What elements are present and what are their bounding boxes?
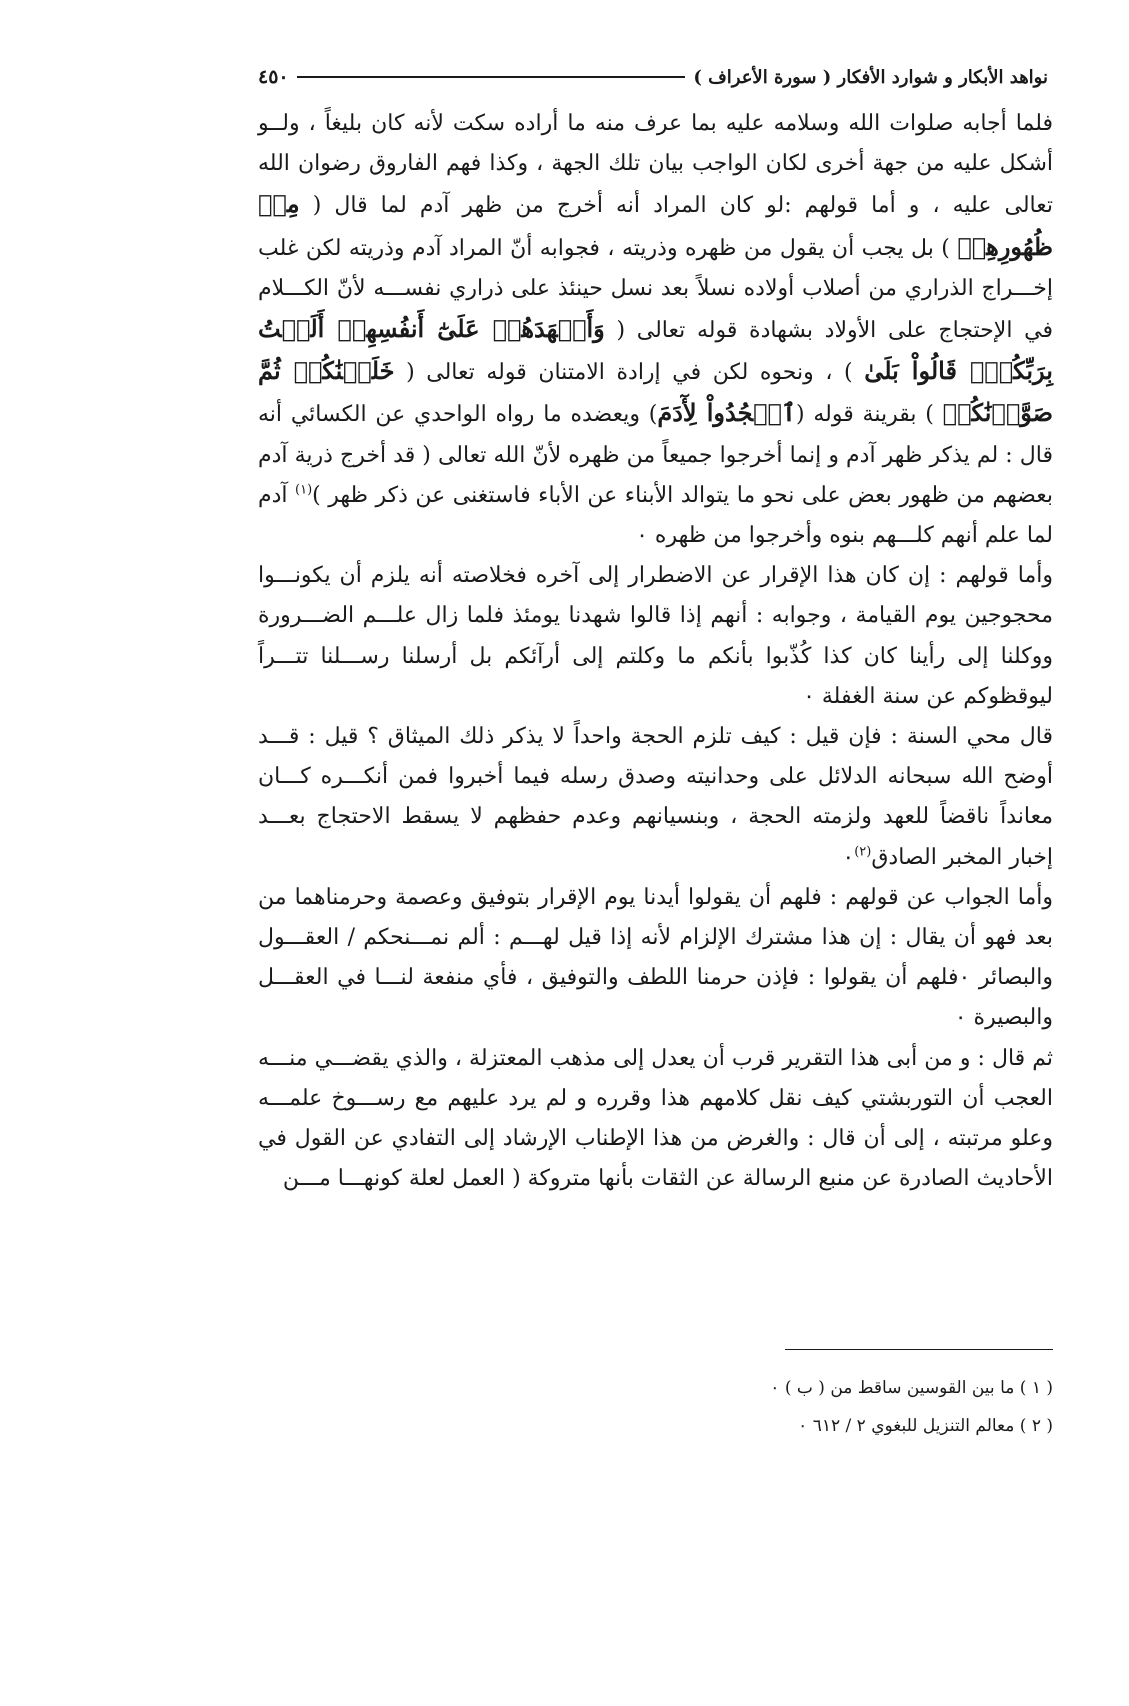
footnote-marker: (١) <box>295 482 313 498</box>
quran-verse: وَأَشۡهَدَهُمۡ عَلَىٰٓ أَنفُسِهِمۡ أَلَسۡتُ بِرَبِّكُمۡۖ قَالُواْ بَلَىٰ <box>258 314 1053 386</box>
text-run: ثم قال : و من أبى هذا التقرير قرب أن يعدل إلى مذهب المعتزلة ، والذي يقضـــي منـــه العجب أن التوربشتي كيف نقل كلامهم هذا وقرره و لم يرد عليهم مع رســـوخ علمـــه وعلو مرتبته ، إلى أن قال : والغرض من هذا الإطناب الإرشاد إلى التفادي عن القول في الأحاديث الصادرة عن منبع الرسالة عن الثقات بأنها متروكة ( العمل لعلة كونهـــا مـــن <box>258 1045 1053 1192</box>
body-text <box>258 104 1053 1199</box>
text-run: ) بقرينة قوله ( <box>795 402 943 428</box>
running-header <box>258 62 1048 92</box>
paragraph <box>258 1039 1053 1200</box>
text-run: قال محي السنة : فإن قيل : كيف تلزم الحجة واحداً لا يذكر ذلك الميثاق ؟ قيل : قـــد أوضح الله سبحانه الدلائل على وحدانيته وصدق رسله فيما أخبروا فمن أنكـــره كـــان معانداً ناقضاً للعهد ولزمته الحجة ، وبنسيانهم وعدم حفظهم لا يسقط الاحتجاج بعـــد إخبار المخبر الصادق <box>258 724 1053 870</box>
footnote-1: ( ١ ) ما بين القوسين ساقط من ( ب ) ٠ <box>770 1378 1053 1398</box>
page-number: ٤٥٠ <box>258 66 289 88</box>
text-run: ) ، ونحوه لكن في إرادة الامتنان قوله تعالى ( <box>394 360 865 386</box>
footnote-2: ( ٢ ) معالم التنزيل للبغوي ٢ / ٦١٢ ٠ <box>798 1416 1053 1436</box>
header-title: نواهد الأبكار و شوارد الأفكار ( سورة الأعراف ) <box>693 66 1048 88</box>
text-run: ٠ <box>842 844 855 870</box>
header-rule <box>297 76 686 78</box>
paragraph <box>258 556 1053 717</box>
text-run: آدم لما علم أنهم كلـــهم بنوه وأخرجوا من ظهره ٠ <box>258 482 1053 549</box>
footnote-marker: (٢) <box>854 844 872 860</box>
text-run: وأما الجواب عن قولهم : فلهم أن يقولوا أيدنا يوم الإقرار بتوفيق وعصمة وحرمناهما من بعد فهو أن يقال : إن هذا مشترك الإلزام لأنه إذا قيل لهـــم : ألم نمـــنحكم / العقـــول والبصائر ٠فلهم أن يقولوا : فإذن حرمنا اللطف والتوفيق ، فأي منفعة لنـــا في العقـــل والبصيرة ٠ <box>258 884 1053 1031</box>
quran-verse: ٱسۡجُدُواْ لِأٓدَمَ <box>657 398 796 428</box>
quran-verse: مِنۢ ظُهُورِهِمۡ <box>258 189 1053 261</box>
paragraph <box>258 717 1053 878</box>
text-run: فلما أجابه صلوات الله وسلامه عليه بما عرف منه ما أراده سكت لأنه كان بليغاً ، ولــو أشكل عليه من جهة أخرى لكان الواجب بيان تلك الجهة ، وكذا فهم الفاروق رضوان الله تعالى عليه ، و أما قولهم :لو كان المراد أنه أخرج من ظهر آدم لما قال ( <box>258 111 1053 219</box>
text-run: ) ويعضده ما رواه الواحدي عن الكسائي أنه قال : لم يذكر ظهر آدم و إنما أخرجوا جميعاً من ظهره لأنّ الله تعالى ( قد أخرج ذرية آدم بعضهم من ظهور بعض على نحو ما يتوالد الأبناء عن الأباء فاستغنى عن ذكر ظهر ) <box>258 402 1053 508</box>
footnote-divider <box>785 1349 1053 1350</box>
quran-verse: خَلَقۡنَٰكُمۡ ثُمَّ صَوَّرۡنَٰكُمۡ <box>258 356 1053 428</box>
text-run: وأما قولهم : إن كان هذا الإقرار عن الاضطرار إلى آخره فخلاصته أنه يلزم أن يكونـــوا محجوجين يوم القيامة ، وجوابه : أنهم إذا قالوا شهدنا يومئذ فلما زال علـــم الضـــرورة ووكلنا إلى رأينا كان كذا كُذّبوا بأنكم ما وكلتم إلى أرآئكم بل أرسلنا رســـلنا تتـــراً ليوقظوكم عن سنة الغفلة ٠ <box>258 563 1053 709</box>
paragraph <box>258 878 1053 1039</box>
text-run: ) بل يجب أن يقول من ظهره وذريته ، فجوابه أنّ المراد آدم وذريته لكن غلب إخـــراج الذراري من أصلاب أولاده نسلاً بعد نسل حينئذ على ذراري نفســـه لأنّ الكـــلام في الإحتجاج على الأولاد بشهادة قوله تعالى ( <box>258 235 1053 344</box>
footnotes <box>600 1369 1053 1445</box>
paragraph <box>258 104 1053 556</box>
